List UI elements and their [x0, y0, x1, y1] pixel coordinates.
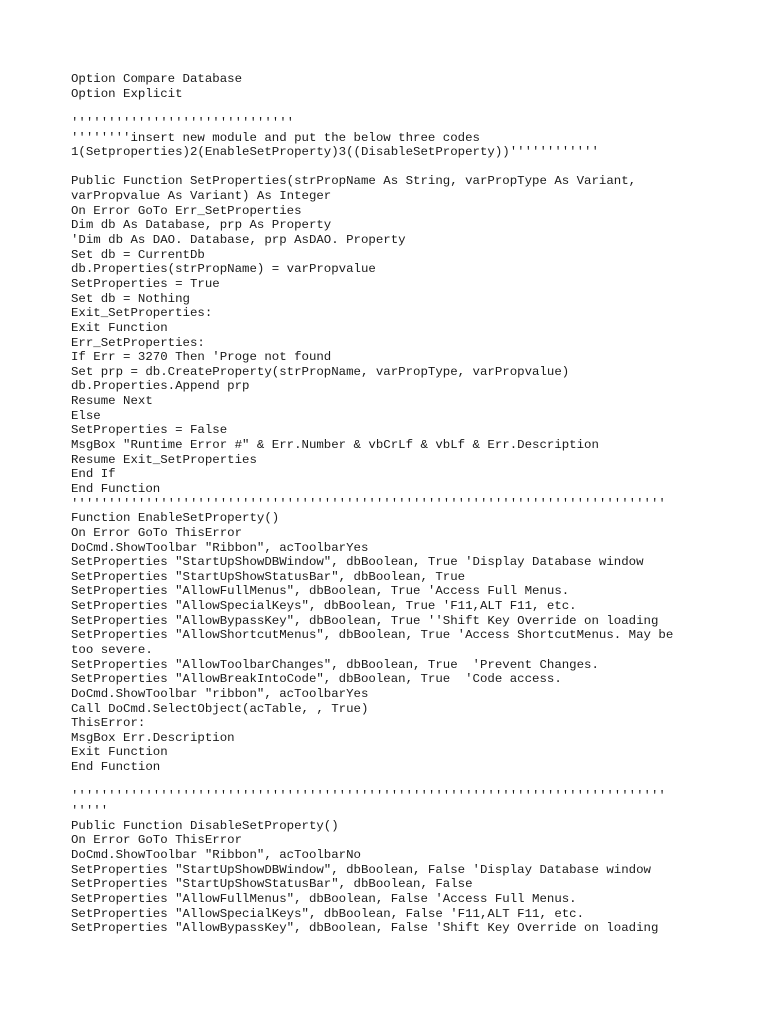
code-line: [71, 775, 711, 790]
code-line: Call DoCmd.SelectObject(acTable, , True): [71, 701, 369, 716]
code-line: ''''': [71, 804, 109, 819]
code-line: SetProperties "AllowBypassKey", dbBoolean, True ''Shift Key Override on loading: [71, 613, 659, 628]
code-line: Option Explicit: [71, 86, 183, 101]
code-line: On Error GoTo ThisError: [71, 833, 243, 848]
code-line: If Err = 3270 Then 'Proge not found: [71, 350, 332, 365]
code-line: SetProperties "AllowFullMenus", dbBoolean, False 'Access Full Menus.: [71, 891, 577, 906]
code-line: Dim db As Database, prp As Property: [71, 218, 332, 233]
code-line: End Function: [71, 481, 161, 496]
code-line: Public Function DisableSetProperty(): [71, 818, 339, 833]
code-line: DoCmd.ShowToolbar "Ribbon", acToolbarNo: [71, 847, 361, 862]
code-line: SetProperties = False: [71, 423, 228, 438]
code-line: DoCmd.ShowToolbar "ribbon", acToolbarYes: [71, 686, 369, 701]
code-line: Exit Function: [71, 320, 168, 335]
code-line: Set db = CurrentDb: [71, 247, 205, 262]
code-line: SetProperties "AllowSpecialKeys", dbBoolean, False 'F11,ALT F11, etc.: [71, 906, 585, 921]
code-line: Exit Function: [71, 745, 168, 760]
code-line: End Function: [71, 760, 161, 775]
code-line: SetProperties "AllowSpecialKeys", dbBoolean, True 'F11,ALT F11, etc.: [71, 599, 577, 614]
code-line: '''''''''''''''''''''''''''''''''''''''''''''''''''''''''''''''''''''''''''''''': [71, 496, 666, 511]
code-line: SetProperties "AllowToolbarChanges", dbBoolean, True 'Prevent Changes.: [71, 657, 599, 672]
code-line: ''''''''insert new module and put the below three codes: [71, 130, 480, 145]
code-line: SetProperties "StartUpShowStatusBar", dbBoolean, True: [71, 569, 466, 584]
code-line: ThisError:: [71, 716, 146, 731]
code-line: db.Properties.Append prp: [71, 379, 250, 394]
code-line: SetProperties "AllowBypassKey", dbBoolean, False 'Shift Key Override on loading: [71, 921, 659, 936]
code-line: Set db = Nothing: [71, 291, 190, 306]
code-line: SetProperties "StartUpShowDBWindow", dbBoolean, False 'Display Database window: [71, 862, 651, 877]
code-line: Else: [71, 408, 101, 423]
code-line: '''''''''''''''''''''''''''''''''''''''''''''''''''''''''''''''''''''''''''''''': [71, 789, 666, 804]
code-line: End If: [71, 467, 116, 482]
code-line: On Error GoTo ThisError: [71, 525, 243, 540]
code-line: Option Compare Database: [71, 72, 243, 86]
code-line: MsgBox Err.Description: [71, 730, 235, 745]
code-line: Set prp = db.CreateProperty(strPropName, varPropType, varPropvalue): [71, 364, 570, 379]
code-line: '''''''''''''''''''''''''''''': [71, 115, 295, 130]
code-line: too severe.: [71, 642, 153, 657]
code-line: MsgBox "Runtime Error #" & Err.Number & vbCrLf & vbLf & Err.Description: [71, 438, 599, 453]
code-line: Resume Exit_SetProperties: [71, 452, 257, 467]
code-line: DoCmd.ShowToolbar "Ribbon", acToolbarYes: [71, 540, 369, 555]
code-line: SetProperties "AllowFullMenus", dbBoolean, True 'Access Full Menus.: [71, 584, 570, 599]
code-line: SetProperties "AllowShortcutMenus", dbBoolean, True 'Access ShortcutMenus. May be: [71, 628, 674, 643]
code-line: SetProperties "StartUpShowStatusBar", dbBoolean, False: [71, 877, 473, 892]
code-line: 1(Setproperties)2(EnableSetProperty)3((DisableSetProperty))'''''''''''': [71, 145, 599, 160]
code-line: varPropvalue As Variant) As Integer: [71, 189, 332, 204]
code-line: db.Properties(strPropName) = varPropvalue: [71, 262, 376, 277]
code-line: Function EnableSetProperty(): [71, 511, 280, 526]
code-line: Err_SetProperties:: [71, 335, 205, 350]
code-line: [71, 160, 711, 175]
code-listing: [71, 72, 711, 936]
code-line: [71, 101, 711, 116]
code-line: Public Function SetProperties(strPropName As String, varPropType As Variant,: [71, 174, 637, 189]
code-line: SetProperties "StartUpShowDBWindow", dbBoolean, True 'Display Database window: [71, 555, 644, 570]
code-line: SetProperties "AllowBreakIntoCode", dbBoolean, True 'Code access.: [71, 672, 562, 687]
code-line: Exit_SetProperties:: [71, 306, 213, 321]
code-line: On Error GoTo Err_SetProperties: [71, 203, 302, 218]
code-line: SetProperties = True: [71, 276, 220, 291]
code-line: Resume Next: [71, 394, 153, 409]
code-line: 'Dim db As DAO. Database, prp AsDAO. Property: [71, 233, 406, 248]
